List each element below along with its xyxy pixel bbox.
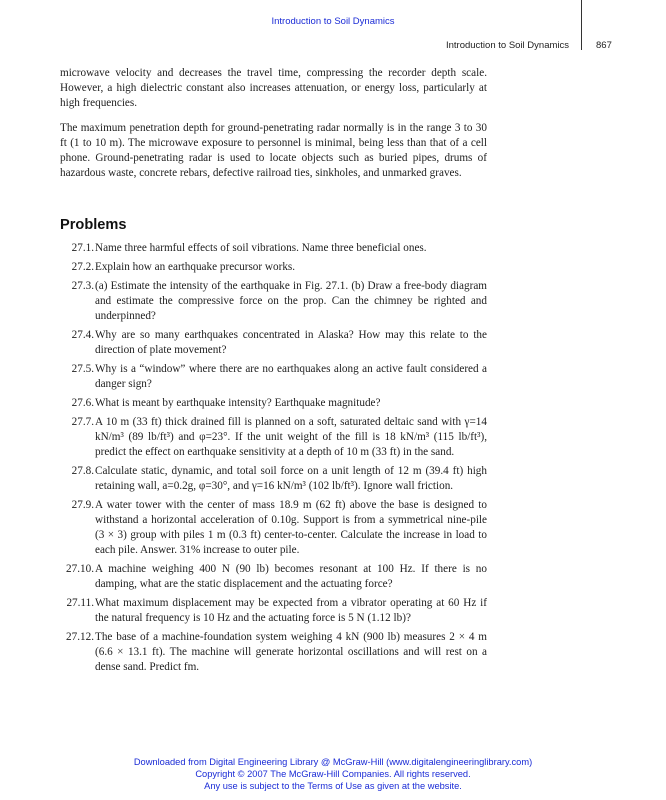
problem-number: 27.2. xyxy=(71,261,94,273)
problem-text: Why is a “window” where there are no earthquakes along an active fault considered a danger sign? xyxy=(95,363,487,390)
problem-text: Calculate static, dynamic, and total soil force on a unit length of 12 m (39.4 ft) high retaining wall, a=0.2g, φ=30°, and γ=16 kN/m³ (102 lb/ft³). Ignore wall friction. xyxy=(95,465,487,492)
problem-number: 27.9. xyxy=(71,499,94,511)
problem-text: What maximum displacement may be expected from a vibrator operating at 60 Hz if the natural frequency is 10 Hz and the actuating force is 5 N (1.12 lb)? xyxy=(95,597,487,624)
top-title-link[interactable]: Introduction to Soil Dynamics xyxy=(271,16,395,27)
footer-copyright: Copyright © 2007 The McGraw-Hill Companies. All rights reserved. xyxy=(195,769,471,779)
problem-list xyxy=(60,241,487,675)
problem-text: Why are so many earthquakes concentrated in Alaska? How may this relate to the direction of plate movement? xyxy=(95,329,487,356)
problem-item xyxy=(60,241,487,256)
problem-item xyxy=(60,596,487,626)
problem-item xyxy=(60,630,487,675)
problem-text: A machine weighing 400 N (90 lb) becomes resonant at 100 Hz. If there is no damping, what are the static displacement and the actuating force? xyxy=(95,563,487,590)
header-divider xyxy=(581,0,582,50)
section-title: Problems xyxy=(60,217,127,233)
problem-number: 27.6. xyxy=(71,397,94,409)
problem-number: 27.1. xyxy=(71,242,94,254)
problem-item xyxy=(60,498,487,558)
running-head: Introduction to Soil Dynamics xyxy=(445,40,569,51)
paragraph: microwave velocity and decreases the travel time, compressing the recorder depth scale. However, a high dielectric constant also increases attenuation, or energy loss, particularly at high frequencies. xyxy=(60,67,487,109)
problem-number: 27.10. xyxy=(66,563,94,575)
problem-item xyxy=(60,362,487,392)
problem-text: Explain how an earthquake precursor works. xyxy=(95,261,296,273)
problem-item xyxy=(60,328,487,358)
problem-text: A 10 m (33 ft) thick drained fill is planned on a soft, saturated deltaic sand with γ=14 kN/m³ (89 lb/ft³) and φ=23°. If the unit weight of the fill is 18 kN/m³ (115 lb/ft³), predict the effect on earthquake sensitivity at a depth of 10 m (33 ft) in the sand. xyxy=(95,416,487,458)
problem-item xyxy=(60,279,487,324)
problem-number: 27.8. xyxy=(71,465,94,477)
problem-text: The base of a machine-foundation system weighing 4 kN (900 lb) measures 2 × 4 m (6.6 × 13.1 ft). The machine will generate horizontal oscillations and will rest on a dense sand. Predict fm. xyxy=(95,631,487,673)
paragraph: The maximum penetration depth for ground-penetrating radar normally is in the range 3 to 30 ft (1 to 10 m). The microwave exposure to personnel is minimal, being less than that of a cell phone. Ground-penetrating radar is used to locate objects such as buried pipes, drums of hazardous waste, concrete rebars, defective railroad ties, sinkholes, and unmarked graves. xyxy=(60,122,487,179)
problem-item xyxy=(60,260,487,275)
problem-number: 27.4. xyxy=(71,329,94,341)
problem-text: A water tower with the center of mass 18.9 m (62 ft) above the base is designed to withstand a horizontal acceleration of 0.10g. Support is from a symmetrical nine-pile (3 × 3) group with piles 1 m (0.3 ft) center-to-center. Calculate the increase in load to each pile. Answer. 31% increase to outer pile. xyxy=(95,499,487,556)
problem-item xyxy=(60,464,487,494)
problem-number: 27.11. xyxy=(66,597,94,609)
problem-item xyxy=(60,415,487,460)
page-body xyxy=(60,66,487,679)
problem-text: What is meant by earthquake intensity? Earthquake magnitude? xyxy=(95,397,381,409)
problem-text: Name three harmful effects of soil vibrations. Name three beneficial ones. xyxy=(95,242,427,254)
problem-number: 27.7. xyxy=(71,416,94,428)
problem-number: 27.12. xyxy=(66,631,94,643)
problem-text: (a) Estimate the intensity of the earthquake in Fig. 27.1. (b) Draw a free-body diagram and estimate the compressive force on the prop. Can the chimney be righted and underpinned? xyxy=(95,280,487,322)
page-number: 867 xyxy=(596,40,612,51)
problem-item xyxy=(60,562,487,592)
problem-item xyxy=(60,396,487,411)
footer-terms-link[interactable]: Any use is subject to the Terms of Use as given at the website. xyxy=(204,781,462,791)
footer-download-link[interactable]: Downloaded from Digital Engineering Library @ McGraw-Hill (www.digitalengineeringlibrary.com) xyxy=(133,757,533,767)
problem-number: 27.3. xyxy=(71,280,94,292)
problem-number: 27.5. xyxy=(71,363,94,375)
